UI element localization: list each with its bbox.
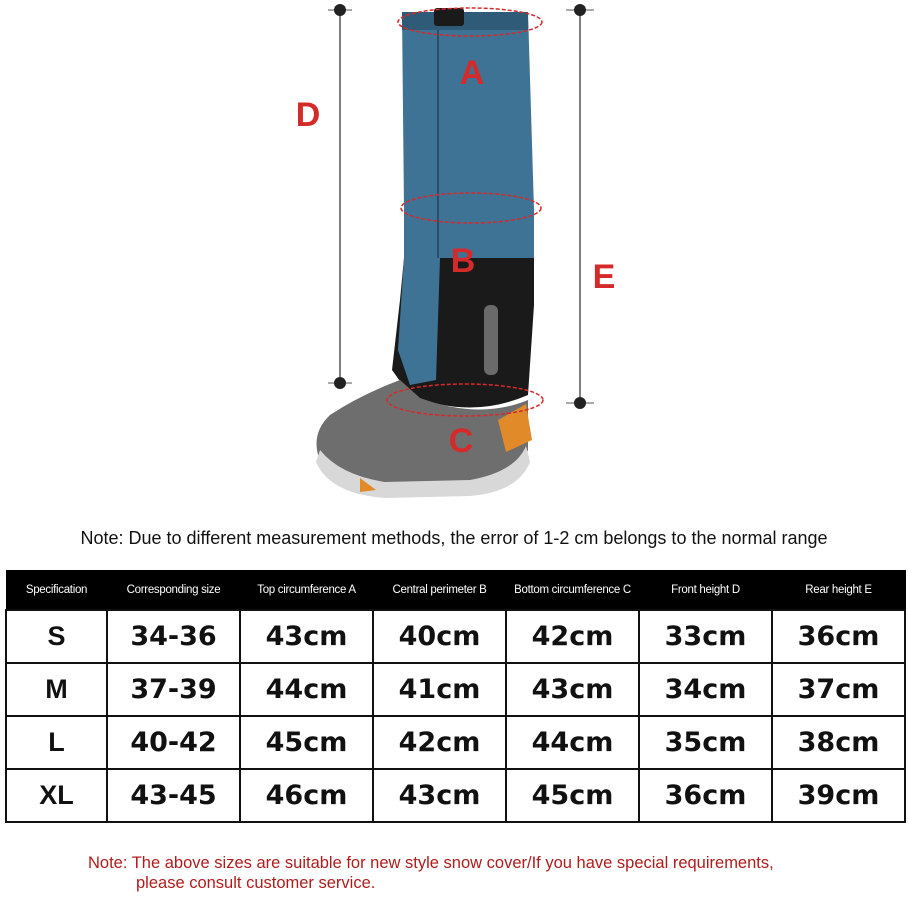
- table-cell: 43-45: [107, 769, 240, 822]
- size-disclaimer: [88, 853, 868, 893]
- table-row: [6, 769, 905, 822]
- disclaimer-line-1: Note: The above sizes are suitable for new style snow cover/If you have special requirements,: [88, 854, 774, 872]
- label-d: D: [295, 96, 321, 134]
- table-cell: M: [6, 663, 107, 716]
- table-cell: 43cm: [240, 610, 373, 663]
- table-cell: 46cm: [240, 769, 373, 822]
- front-height-line: [328, 4, 352, 389]
- table-cell: 44cm: [506, 716, 639, 769]
- column-header: Rear height E: [772, 571, 905, 611]
- label-a: A: [459, 54, 485, 92]
- label-c: C: [448, 422, 474, 460]
- column-header: Bottom circumference C: [506, 571, 639, 611]
- table-cell: 36cm: [772, 610, 905, 663]
- label-b: B: [450, 242, 476, 280]
- table-cell: 40-42: [107, 716, 240, 769]
- column-header: Front height D: [639, 571, 772, 611]
- table-row: [6, 716, 905, 769]
- table-cell: 40cm: [373, 610, 506, 663]
- table-cell: 42cm: [506, 610, 639, 663]
- rear-height-line: [566, 4, 594, 409]
- table-cell: 43cm: [373, 769, 506, 822]
- table-cell: 37-39: [107, 663, 240, 716]
- column-header: Top circumference A: [240, 571, 373, 611]
- table-cell: 39cm: [772, 769, 905, 822]
- table-cell: 37cm: [772, 663, 905, 716]
- measurement-note: Note: Due to different measurement methods, the error of 1-2 cm belongs to the normal range: [80, 528, 828, 548]
- table-header-row: [6, 571, 905, 611]
- table-cell: 33cm: [639, 610, 772, 663]
- table-cell: 45cm: [240, 716, 373, 769]
- table-cell: L: [6, 716, 107, 769]
- table-row: [6, 610, 905, 663]
- column-header: Central perimeter B: [373, 571, 506, 611]
- table-cell: 41cm: [373, 663, 506, 716]
- column-header: Specification: [6, 571, 107, 611]
- label-e: E: [592, 258, 616, 296]
- gaiter-upper: [402, 12, 534, 262]
- table-cell: 42cm: [373, 716, 506, 769]
- table-cell: 43cm: [506, 663, 639, 716]
- table-cell: 36cm: [639, 769, 772, 822]
- column-header: Corresponding size: [107, 571, 240, 611]
- table-cell: 45cm: [506, 769, 639, 822]
- table-cell: 38cm: [772, 716, 905, 769]
- table-cell: 34-36: [107, 610, 240, 663]
- disclaimer-line-2: please consult customer service.: [136, 874, 376, 892]
- table-row: [6, 663, 905, 716]
- table-cell: 34cm: [639, 663, 772, 716]
- size-table: [5, 570, 906, 823]
- table-cell: 35cm: [639, 716, 772, 769]
- table-cell: XL: [6, 769, 107, 822]
- table-cell: 44cm: [240, 663, 373, 716]
- table-cell: S: [6, 610, 107, 663]
